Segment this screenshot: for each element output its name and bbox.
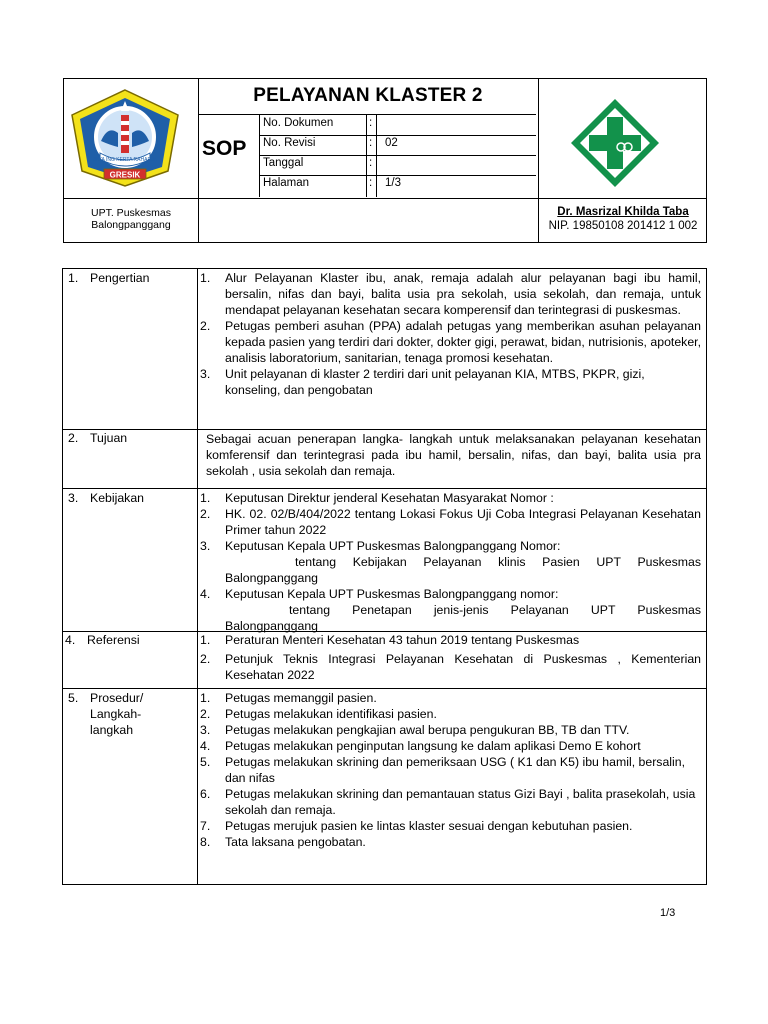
item-detail: tentang Kebijakan Pelayanan klinis Pasien UPT Puskesmas Balongpanggang (225, 555, 701, 585)
unit-line: UPT. Puskesmas (91, 207, 171, 219)
list-item (199, 722, 701, 738)
item-number: 6. (200, 787, 211, 801)
list-item (199, 632, 701, 648)
section-title-line: Langkah- (90, 707, 142, 721)
puskesmas-cross-logo-icon (569, 97, 661, 189)
row-divider (63, 688, 706, 689)
list-item (199, 738, 701, 754)
item-text: Petunjuk Teknis Integrasi Pelayanan Kesehatan di Puskesmas , Kementerian Kesehatan 2022 (225, 652, 701, 682)
section-label-tujuan (68, 430, 193, 446)
item-number: 5. (200, 755, 211, 769)
item-text: Peraturan Menteri Kesehatan 43 tahun 2019 tentang Puskesmas (225, 633, 580, 647)
item-text: Petugas melakukan pengkajian awal berupa pengukuran BB, TB dan TTV. (225, 723, 630, 737)
list-item (199, 366, 701, 398)
item-number: 3. (200, 367, 211, 381)
docinfo-sep: : (369, 137, 373, 149)
item-text: Petugas pemberi asuhan (PPA) adalah petugas yang memberikan asuhan pelayanan kepada pasien yang terdiri dari dokter, dokter gigi, perawat, bidan, nutrisionis, apoteker, analisis laboratorium, sanitarian, tenaga promosi kesehatan. (225, 319, 701, 365)
section-label-prosedur (68, 690, 193, 738)
docinfo-value: 1/3 (385, 177, 401, 189)
item-text: Petugas merujuk pasien ke lintas klaster sesuai dengan kebutuhan pasien. (225, 819, 633, 833)
list-item (199, 538, 701, 586)
item-text: Petugas melakukan skrining dan pemeriksaan USG ( K1 dan K5) ibu hamil, bersalin, dan nifas (225, 755, 686, 785)
list-item (199, 706, 701, 722)
section-title-line: Prosedur/ (90, 691, 144, 705)
list-item (199, 270, 701, 318)
section-label-kebijakan (68, 490, 193, 506)
item-number: 1. (200, 691, 211, 705)
signatory-name: Dr. Masrizal Khilda Taba (557, 206, 689, 218)
docinfo-label: Tanggal (263, 157, 304, 169)
section-number: 3. (68, 491, 79, 505)
docinfo-label: No. Revisi (263, 137, 316, 149)
docinfo-sep: : (369, 177, 373, 189)
sop-label: SOP (202, 137, 247, 160)
item-number: 1. (200, 271, 211, 285)
item-detail: tentang Penetapan jenis-jenis Pelayanan UPT Puskesmas Balongpanggang (225, 603, 701, 633)
item-number: 2. (200, 652, 211, 666)
list-item (199, 490, 701, 506)
signatory (538, 205, 708, 233)
list-item (199, 690, 701, 706)
signatory-nip: NIP. 19850108 201412 1 002 (548, 220, 698, 232)
item-number: 1. (200, 491, 211, 505)
item-number: 3. (200, 723, 211, 737)
item-number: 8. (200, 835, 211, 849)
column-divider (197, 269, 198, 884)
section-content-kebijakan (199, 490, 701, 634)
gresik-regency-emblem-icon (66, 87, 184, 189)
item-text: Petugas melakukan skrining dan pemantauan status Gizi Bayi , balita prasekolah, usia sekolah dan remaja. (225, 787, 696, 817)
page-title: PELAYANAN KLASTER 2 (253, 85, 483, 106)
docinfo-label: No. Dokumen (263, 117, 334, 129)
sop-content-table (62, 268, 707, 885)
header-divider (198, 114, 536, 115)
section-content-pengertian (199, 270, 701, 398)
section-title: Referensi (87, 633, 140, 647)
item-text: Keputusan Kepala UPT Puskesmas Balongpanggang nomor: (225, 587, 559, 601)
item-text: Tata laksana pengobatan. (225, 835, 366, 849)
section-number: 2. (68, 431, 79, 445)
item-text: Keputusan Kepala UPT Puskesmas Balongpanggang Nomor: (225, 539, 561, 553)
section-label-pengertian (68, 270, 193, 286)
item-number: 2. (200, 319, 211, 333)
item-text: Petugas memanggil pasien. (225, 691, 377, 705)
section-number: 4. (65, 633, 76, 647)
list-item (199, 651, 701, 683)
docinfo-sep: : (369, 157, 373, 169)
header-divider (64, 198, 706, 199)
section-title-line: langkah (90, 723, 134, 737)
item-number: 4. (200, 587, 211, 601)
row-divider (63, 488, 706, 489)
docinfo-value: 02 (385, 137, 398, 149)
item-text: Unit pelayanan di klaster 2 terdiri dari unit pelayanan KIA, MTBS, PKPR, gizi, konseling, dan pengobatan (225, 367, 645, 397)
page-number: 1/3 (660, 907, 676, 919)
docinfo-sep: : (369, 117, 373, 129)
emblem-motto: JAYA ING KERTA RAHARJA (93, 157, 157, 163)
section-text: Sebagai acuan penerapan langka- langkah untuk melaksanakan pelayanan kesehatan komferensif dan terintegrasi pada ibu hamil, bersalin, nifas, dan bayi, balita usia pra sekolah , usia sekolah dan remaja. (206, 432, 701, 478)
item-text: Petugas melakukan identifikasi pasien. (225, 707, 437, 721)
list-item (199, 586, 701, 634)
item-number: 4. (200, 739, 211, 753)
item-text: Keputusan Direktur jenderal Kesehatan Masyarakat Nomor : (225, 491, 554, 505)
list-item (199, 818, 701, 834)
item-number: 2. (200, 707, 211, 721)
unit-line: Balongpanggang (91, 219, 171, 231)
item-number: 2. (200, 507, 211, 521)
item-number: 7. (200, 819, 211, 833)
list-item (199, 834, 701, 850)
list-item (199, 754, 701, 786)
section-number: 5. (68, 691, 79, 705)
section-number: 1. (68, 271, 79, 285)
section-content-tujuan (199, 431, 701, 479)
item-text: HK. 02. 02/B/404/2022 tentang Lokasi Fokus Uji Coba Integrasi Pelayanan Kesehatan Primer tahun 2022 (225, 507, 701, 537)
list-item (199, 318, 701, 366)
section-content-prosedur (199, 690, 701, 850)
section-title: Tujuan (90, 431, 128, 445)
section-label-referensi (65, 632, 190, 648)
item-number: 3. (200, 539, 211, 553)
item-number: 1. (200, 633, 211, 647)
docinfo-label: Halaman (263, 177, 310, 189)
section-title: Pengertian (90, 271, 150, 285)
section-title: Kebijakan (90, 491, 145, 505)
unit-name (64, 207, 198, 231)
document-header (63, 78, 707, 243)
section-content-referensi (199, 632, 701, 683)
emblem-banner: GRESIK (109, 170, 141, 180)
item-text: Petugas melakukan penginputan langsung ke dalam aplikasi Demo E kohort (225, 739, 641, 753)
item-text: Alur Pelayanan Klaster ibu, anak, remaja adalah alur pelayanan bagi ibu hamil, bersalin, nifas dan bayi, balita usia pra sekolah, usia sekolah, dan remaja, untuk mendapat pelayanan kesehatan secara komperensif dan terintegrasi di puskesmas. (225, 271, 701, 317)
list-item (199, 506, 701, 538)
list-item (199, 786, 701, 818)
section-title (90, 690, 143, 738)
